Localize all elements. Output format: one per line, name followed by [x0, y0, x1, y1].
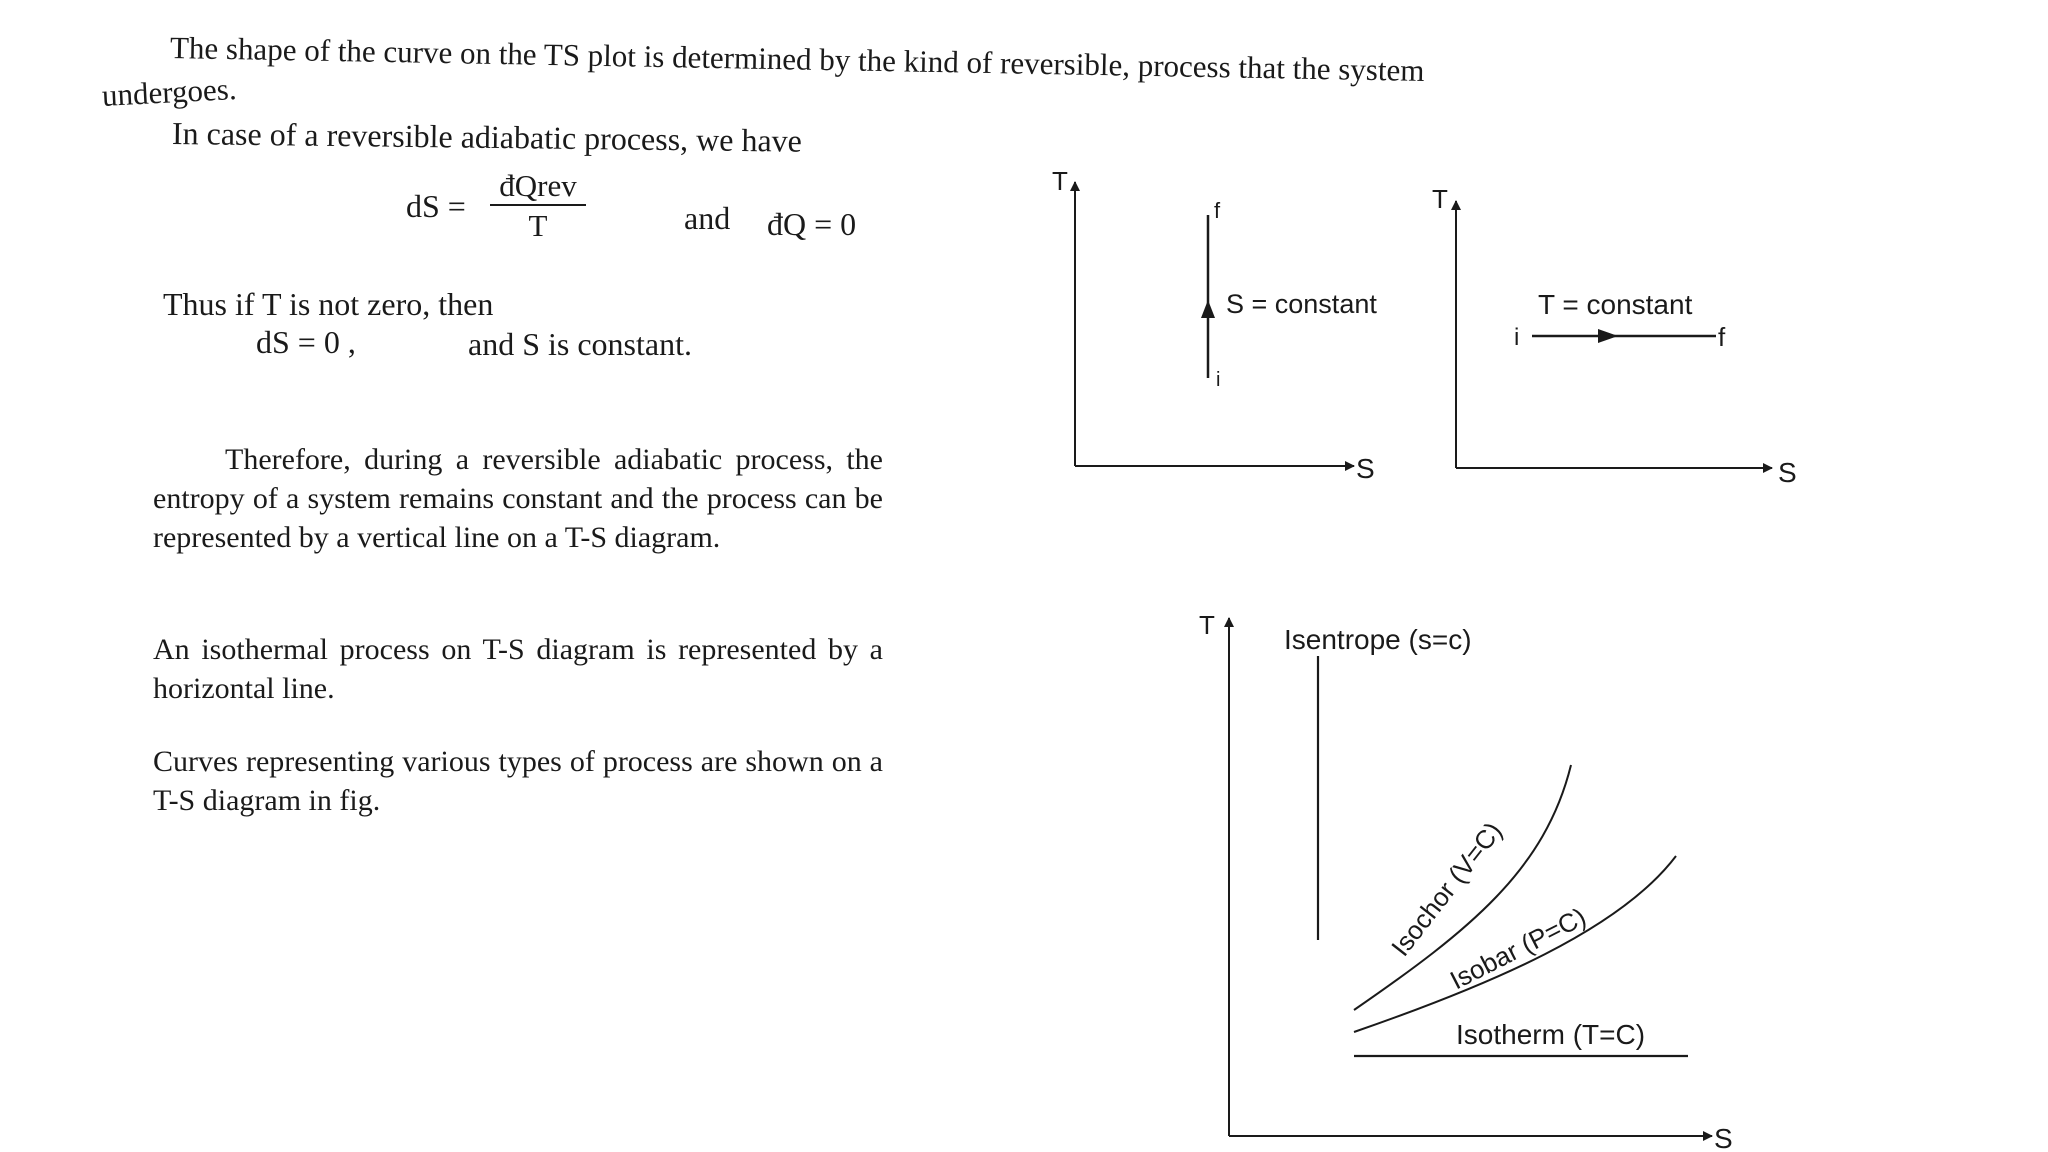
fig2-t-label: T [1432, 184, 1448, 214]
equation-condition: đQ = 0 [767, 206, 857, 242]
fig1 [1052, 166, 1377, 484]
intro-line-1: The shape of the curve on the TS plot is determined by the kind of reversible, process that the system [169, 30, 1425, 88]
fig1-initial-state: i [1216, 369, 1221, 391]
thus-line: Thus if T is not zero, then [163, 286, 494, 322]
equation-numerator: đQrev [490, 168, 586, 206]
fig2-s-label: S [1778, 457, 1797, 488]
isentrope-label: Isentrope (s=c) [1284, 624, 1472, 655]
fig3 [1199, 610, 1733, 1152]
fig2-final-state: f [1718, 322, 1726, 352]
isotherm-label: Isotherm (T=C) [1456, 1019, 1646, 1050]
equation-denominator: T [528, 208, 548, 243]
isothermal-direction-arrow [1598, 329, 1618, 343]
fig3-s-label: S [1714, 1123, 1733, 1152]
isochor-label: Isochor (V=C) [1385, 816, 1508, 962]
fig1-t-label: T [1052, 166, 1068, 196]
t-constant-label: T = constant [1538, 289, 1693, 320]
paragraph-reversible-adiabatic: Therefore, during a reversible adiabatic process, the entropy of a system remains constant and the process can be represented by a vertical line on a T-S diagram. [153, 443, 883, 554]
paragraph-isothermal: An isothermal process on T-S diagram is represented by a horizontal line. [153, 633, 883, 705]
fig3-t-label: T [1199, 610, 1215, 640]
equation-and: and [684, 200, 731, 236]
fig2-initial-state: i [1514, 324, 1520, 351]
intro-line-3: In case of a reversible adiabatic process, we have [171, 115, 803, 159]
isobar-label: Isobar (P=C) [1445, 901, 1591, 996]
isentropic-direction-arrow [1201, 300, 1215, 318]
paragraph-curves: Curves representing various types of process are shown on a T-S diagram in fig. [153, 745, 883, 817]
s-constant-label: S = constant [1226, 289, 1377, 319]
intro-line-2: undergoes. [101, 70, 238, 113]
fig1-final-state: f [1214, 198, 1221, 223]
ds-zero: dS = 0 , [256, 324, 356, 360]
fig1-s-label: S [1356, 453, 1375, 484]
fig2 [1432, 184, 1797, 488]
s-constant-statement: and S is constant. [468, 326, 692, 362]
equation-lhs: dS = [406, 188, 466, 224]
